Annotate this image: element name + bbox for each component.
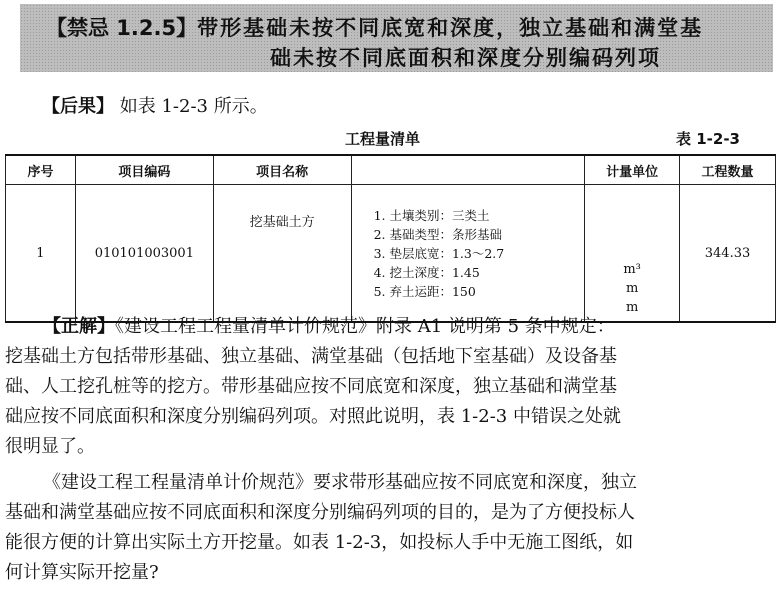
cell-quantity: 344.33	[680, 185, 776, 323]
banner-line-1	[46, 12, 703, 42]
feature-item: 5. 弃土运距：150	[373, 283, 476, 299]
correct-label: 【正解】	[43, 316, 115, 337]
correct-line-3: 础、人工挖孔桩等的挖方。带形基础应按不同底宽和深度，独立基础和满堂基	[5, 376, 617, 397]
table-header-row	[6, 155, 776, 185]
cell-seq: 1	[6, 185, 76, 323]
explanation-line-1: 《建设工程工程量清单计价规范》要求带形基础应按不同底宽和深度，独立	[43, 472, 637, 493]
unit-item: m	[625, 281, 639, 296]
unit-item: m³	[623, 262, 641, 277]
cell-features	[351, 185, 585, 323]
header-unit: 计量单位	[585, 155, 680, 185]
consequence-text: 如表 1-2-3 所示。	[119, 96, 268, 117]
feature-item: 3. 垫层底宽：1.3～2.7	[373, 245, 505, 261]
header-quantity: 工程数量	[680, 155, 776, 185]
correct-text: 《建设工程工程量清单计价规范》附录 A1 说明第 5 条中规定：	[115, 316, 615, 337]
feature-item: 4. 挖土深度：1.45	[373, 264, 480, 280]
feature-item: 1. 土壤类别：三类土	[373, 207, 490, 223]
unit-item: m	[625, 300, 639, 315]
pitfall-tag: 【禁忌 1.2.5】	[46, 16, 198, 40]
table-title: 工程量清单	[345, 130, 421, 148]
banner-line-2: 础未按不同底面积和深度分别编码列项	[270, 46, 661, 70]
cell-units	[585, 185, 680, 323]
pitfall-banner	[20, 4, 773, 72]
consequence-paragraph	[42, 92, 268, 118]
correct-line-1	[5, 312, 621, 342]
cell-code: 010101003001	[75, 185, 213, 323]
table-number: 表 1-2-3	[676, 130, 740, 148]
header-code: 项目编码	[75, 155, 213, 185]
cell-name: 挖基础土方	[213, 185, 351, 323]
consequence-label: 【后果】	[42, 96, 114, 117]
header-seq: 序号	[6, 155, 76, 185]
explanation-line-4: 何计算实际开挖量?	[5, 562, 159, 583]
correct-line-5: 很明显了。	[5, 436, 95, 457]
header-features	[351, 155, 585, 185]
correct-section	[5, 312, 621, 462]
bill-of-quantities-table	[5, 154, 776, 323]
explanation-line-2: 基础和满堂基础应按不同底面积和深度分别编码列项的目的，是为了方便投标人	[5, 502, 635, 523]
explanation-line-3: 能很方便的计算出实际土方开挖量。如表 1-2-3，如投标人手中无施工图纸，如	[5, 532, 634, 553]
explanation-paragraph	[5, 468, 637, 588]
table-row	[6, 185, 776, 323]
banner-title-1: 带形基础未按不同底宽和深度，独立基础和满堂基	[197, 16, 704, 40]
correct-line-2: 挖基础土方包括带形基础、独立基础、满堂基础（包括地下室基础）及设备基	[5, 346, 617, 367]
correct-line-4: 础应按不同底面积和深度分别编码列项。对照此说明，表 1-2-3 中错误之处就	[5, 406, 621, 427]
header-name: 项目名称	[213, 155, 351, 185]
feature-item: 2. 基础类型：条形基础	[373, 226, 502, 242]
